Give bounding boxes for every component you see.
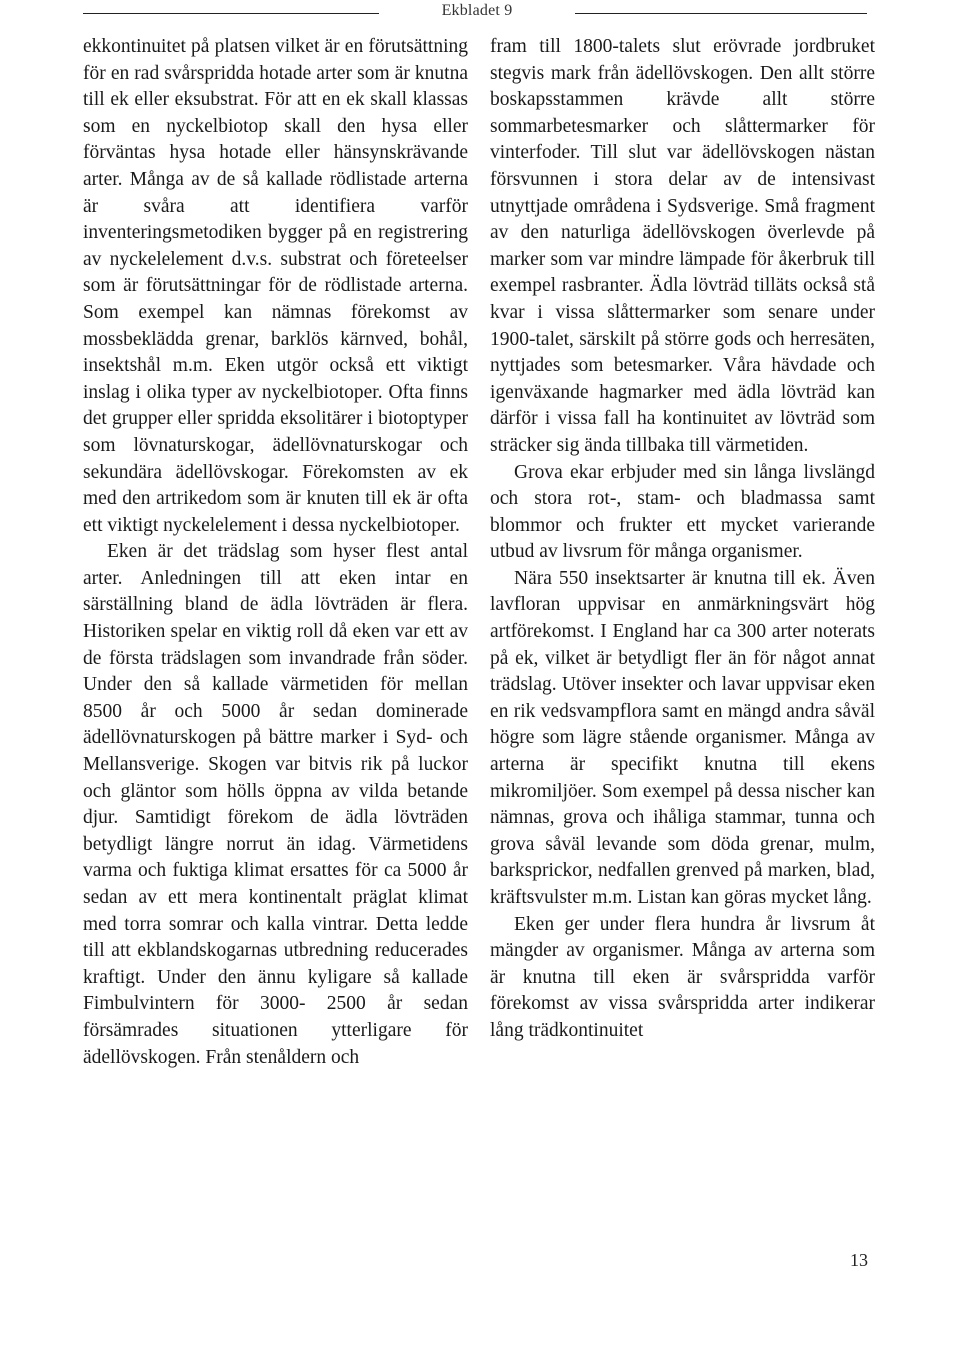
left-column (83, 34, 468, 1071)
left-paragraph-1: ekkontinuitet på platsen vilket är en förutsättning för en rad svårspridda hotade arter som är knutna till ek eller eksubstrat. För att en ek skall klassas som en nyckelbiotop skall den hysa eller förväntas hysa hotade eller hänsynskrävande arter. Många av de så kallade rödlistade arterna är svåra att identifiera varför inventeringsmetodiken bygger på en registrering av nyckelelement d.v.s. substrat och företeelser som är förutsättningar för de rödlistade arterna. Som exempel kan nämnas förekomst av mossbeklädda grenar, barklös kärnved, bohål, insektshål m.m. Eken utgör också ett viktigt inslag i olika typer av nyckelbiotoper. Ofta finns det grupper eller spridda eksolitärer i biotoptyper som lövnaturskogar, ädellövnaturskogar och sekundära ädellövskogar. Förekomsten av ek med den artrikedom som är knuten till ek är ofta ett viktigt nyckelelement i dessa nyckelbiotoper. (83, 36, 468, 536)
running-header (0, 0, 960, 30)
right-paragraph-1: fram till 1800-talets slut erövrade jordbruket stegvis mark från ädellövskogen. Den allt större boskapsstammen krävde allt större sommarbetesmarker och slåttermarker för vinterfoder. Till slut var ädellövskogen nästan försvunnen i stora delar av de intensivast utnyttjade områdena i Sydsverige. Små fragment av den naturliga ädellövskogen överlevde på marker som var mindre lämpade för åkerbruk till exempel rasbranter. Ädla lövträd tilläts också stå kvar i vissa slåttermarker som senare under 1900-talet, särskilt på större gods och herresäten, nyttjades som betesmarker. Våra hävdade och igenväxande hagmarker med ädla lövträd kan därför i vissa fall ha kontinuitet av lövträd som sträcker sig ända tillbaka till värmetiden. (490, 36, 875, 456)
left-paragraph-2: Eken är det trädslag som hyser flest antal arter. Anledningen till att eken intar en särställning bland de ädla lövträden är flera. Historiken spelar en viktig roll då eken var ett av de första trädslagen som invandrade från söder. Under den så kallade värmetiden för mellan 8500 år och 5000 år sedan dominerade ädellövnaturskogen på bättre marker i Syd- och Mellansverige. Skogen var bitvis rik på luckor och gläntor som hölls öppna av vilda betande djur. Samtidigt förekom de ädla lövträden betydligt längre norrut än idag. Värmetidens varma och fuktiga klimat ersattes för ca 5000 år sedan av ett mera kontinentalt präglat klimat med torra somrar och kalla vintrar. Detta ledde till att ekblandskogarnas utbredning reducerades kraftigt. Under den ännu kyligare så kallade Fimbulvintern för 3000- 2500 år sedan försämrades situationen ytterligare för ädellövskogen. Från stenåldern och (83, 541, 468, 1068)
right-paragraph-3: Nära 550 insektsarter är knutna till ek. Även lavfloran uppvisar en anmärkningsvärt hög artförekomst. I England har ca 300 arter noterats på ek, vilket är betydligt fler än för något annat trädslag. Utöver insekter och lavar uppvisar eken en rik vedsvampflora samt en mängd andra såväl högre som lägre stående organismer. Många av arterna är specifikt knutna till ekens mikromiljöer. Som exempel på dessa nischer kan nämnas, grova och ihåliga stammar, tunna och grova såväl levande som döda grenar, mulm, barksprickor, nedfallen grenved på marken, blad, kräftsvulster m.m. Listan kan göras mycket lång. (490, 567, 875, 908)
page-number: 13 (850, 1250, 868, 1270)
header-title: Ekbladet 9 (441, 2, 513, 19)
right-column (490, 34, 875, 1045)
header-rule-left (83, 13, 379, 14)
header-rule-right (575, 13, 867, 14)
right-paragraph-2: Grova ekar erbjuder med sin långa livslängd och stora rot-, stam- och bladmassa samt blommor och frukter ett mycket varierande utbud av livsrum för många organismer. (490, 461, 875, 563)
right-paragraph-4: Eken ger under flera hundra år livsrum åt mängder av organismer. Många av arterna som är knutna till eken är svårspridda varför förekomst av vissa svårspridda arter indikerar lång trädkontinuitet (490, 913, 875, 1041)
